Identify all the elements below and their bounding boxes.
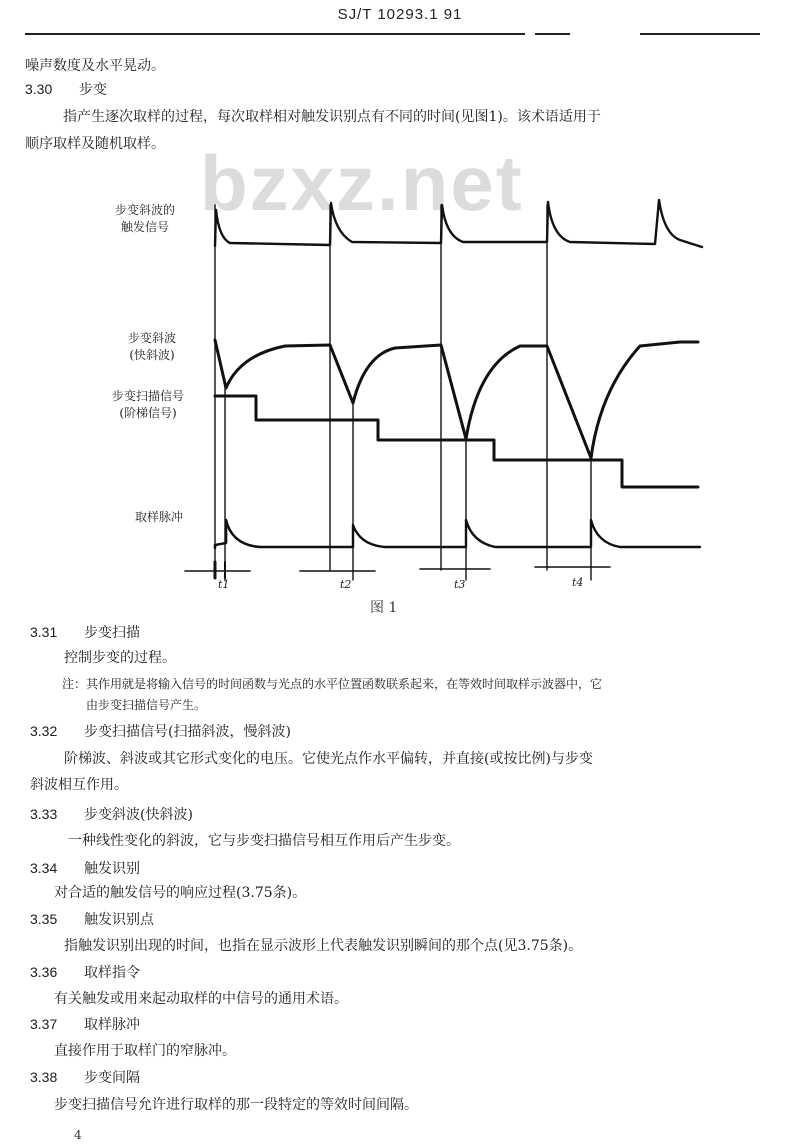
label-line: 步变斜波的 <box>115 203 176 217</box>
section-3-30-body-line1: 指产生逐次取样的过程，每次取样相对触发识别点有不同的时间(见图1)。该术语适用于 <box>63 109 601 125</box>
time-marker-t1: t1 <box>218 578 230 591</box>
section-title: 步变扫描 <box>84 625 140 641</box>
label-trigger-signal <box>115 202 175 236</box>
label-line: (阶梯信号) <box>119 406 177 420</box>
note-line1: 其作用就是将输入信号的时间函数与光点的水平位置函数联系起来，在等效时间取样示波器中，它 <box>86 677 603 691</box>
time-marker-t4: t4 <box>572 576 584 589</box>
time-marker-t3: t3 <box>454 578 466 591</box>
continuation-text: 噪声数度及水平晃动。 <box>25 58 165 74</box>
label-line: 触发信号 <box>121 220 170 234</box>
section-3-38-body: 步变扫描信号允许进行取样的那一段特定的等效时间间隔。 <box>54 1097 418 1113</box>
section-title: 取样指令 <box>84 965 140 981</box>
section-3-34-body: 对合适的触发信号的响应过程(3.75条)。 <box>54 885 307 901</box>
section-title: 步变 <box>79 82 107 98</box>
section-3-36-heading <box>30 963 140 982</box>
section-number: 3.38 <box>30 1069 58 1085</box>
section-3-34-heading <box>30 859 140 878</box>
section-number: 3.37 <box>30 1016 58 1032</box>
section-3-32-body-line2: 斜波相互作用。 <box>30 777 128 793</box>
section-number: 3.30 <box>25 81 53 97</box>
watermark: bzxz.net <box>200 139 524 227</box>
section-3-37-body: 直接作用于取样门的窄脉冲。 <box>54 1043 236 1059</box>
note-label: 注： <box>62 677 87 691</box>
section-3-38-heading <box>30 1068 140 1087</box>
label-line: (快斜波) <box>129 348 175 362</box>
section-3-36-body: 有关触发或用来起动取样的中信号的通用术语。 <box>54 991 348 1007</box>
section-number: 3.36 <box>30 964 58 980</box>
label-line: 步变扫描信号 <box>112 389 185 403</box>
standard-code: SJ/T 10293.1 91 <box>337 6 463 23</box>
section-3-31-heading <box>30 623 140 642</box>
label-sampling-pulse: 取样脉冲 <box>135 510 184 524</box>
section-3-35-heading <box>30 910 154 929</box>
section-3-37-heading <box>30 1015 140 1034</box>
section-number: 3.31 <box>30 624 58 640</box>
section-title: 取样脉冲 <box>84 1017 140 1033</box>
section-3-33-heading <box>30 805 193 824</box>
section-title: 触发识别点 <box>84 912 154 928</box>
section-3-31-body: 控制步变的过程。 <box>64 650 176 666</box>
section-3-33-body: 一种线性变化的斜波，它与步变扫描信号相互作用后产生步变。 <box>68 833 460 849</box>
section-number: 3.34 <box>30 860 58 876</box>
section-number: 3.35 <box>30 911 58 927</box>
section-3-30-body-line2: 顺序取样及随机取样。 <box>25 136 165 152</box>
section-3-31-note <box>62 675 602 693</box>
section-title: 步变扫描信号(扫描斜波，慢斜波) <box>84 724 291 740</box>
label-line: 步变斜波 <box>128 331 177 345</box>
time-marker-t2: t2 <box>340 578 352 591</box>
section-title: 步变间隔 <box>84 1070 140 1086</box>
page-footer-mark: 4 <box>74 1128 82 1142</box>
section-number: 3.32 <box>30 723 58 739</box>
section-3-32-body-line1: 阶梯波、斜波或其它形式变化的电压。它使光点作水平偏转，并直接(或按比例)与步变 <box>64 751 593 767</box>
section-title: 触发识别 <box>84 861 140 877</box>
section-3-32-heading <box>30 722 291 741</box>
section-3-35-body: 指触发识别出现的时间，也指在显示波形上代表触发识别瞬间的那个点(见3.75条)。 <box>64 938 583 954</box>
section-title: 步变斜波(快斜波) <box>84 807 193 823</box>
section-number: 3.33 <box>30 806 58 822</box>
figure-caption: 图 1 <box>370 600 398 616</box>
label-fast-ramp <box>128 330 176 364</box>
label-staircase-signal <box>112 388 184 422</box>
section-3-31-note-line2: 由步变扫描信号产生。 <box>86 698 207 712</box>
